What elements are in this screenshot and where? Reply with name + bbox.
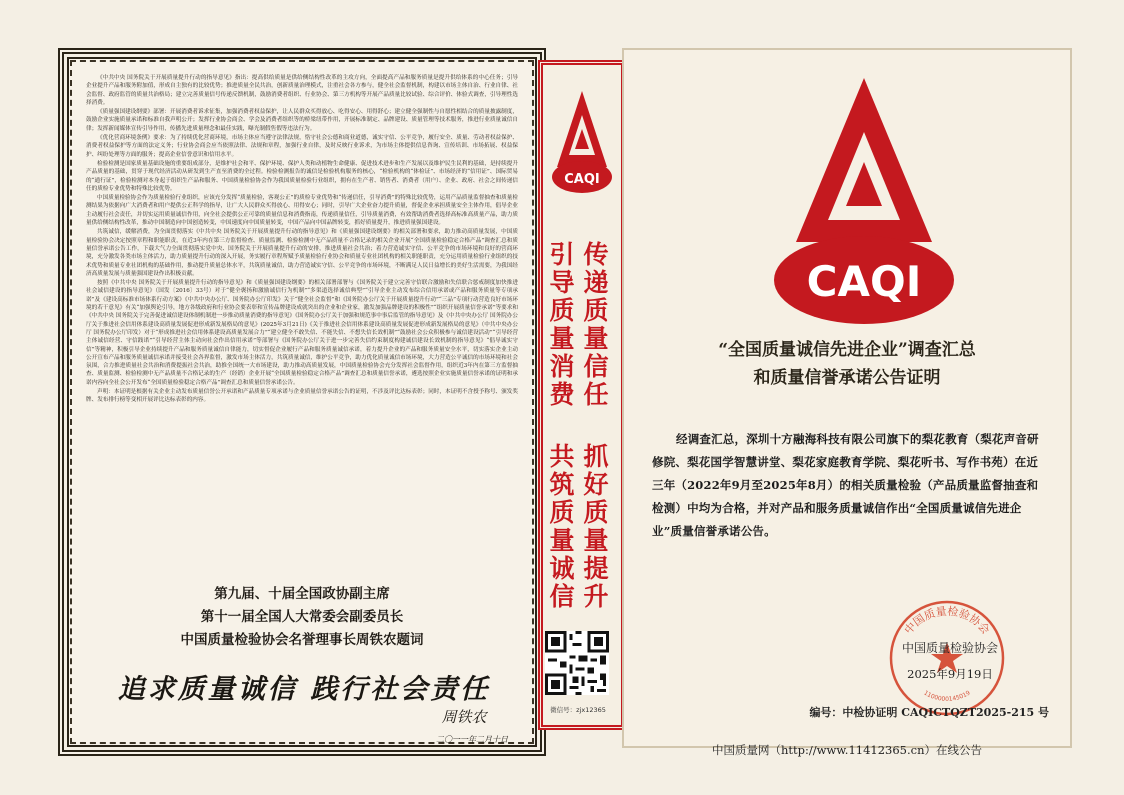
slogan-column: 传递质量信任 <box>583 240 609 409</box>
title-line: 和质量信誉承诺公告证明 <box>753 368 941 388</box>
paragraph: 《质量强国建设纲要》部署：开展消费者诉求征集，加强消费者权益保护，让人民群众买得放心、吃得安心、用得舒心；建立健全强制性与自愿性相结合的质量披露制度，鼓励企业实施质量承诺和标准自我声明公开；发挥行业协会商会、学会及消费者组织等的桥梁纽带作用，开展标准制定、品牌建设、质量管理等技术服务，推进行业质量诚信自律；发挥新闻媒体宣传引导作用，传播先进质量理念和最佳实践，曝光制假售假等违法行为。 <box>86 109 518 132</box>
announcement-website: 中国质量网（http://www.11412365.cn）在线公告 <box>712 743 982 757</box>
calligraphy-text: 追求质量诚信 践行社会责任 <box>117 674 491 705</box>
left-panel <box>58 48 546 756</box>
left-body-text <box>86 74 518 570</box>
caqi-logo <box>764 70 964 330</box>
signature-text: 周铁农 <box>441 708 487 726</box>
svg-text:1100000145019 <box>922 689 971 703</box>
issue-date: 2025年9月19日 <box>907 667 993 681</box>
slogan-column: 引导质量消费 <box>549 240 575 409</box>
center-strip <box>538 60 626 730</box>
headline-3: 中国质量检验协会名誉理事长周铁农题词 <box>180 632 424 648</box>
paragraph: 检验检测是国家质量基础设施的重要组成部分，是维护社会和平、保护环境、保护人类和动植物生命健康、促进技术进步和生产发展以及维护民生民利的基础，是持续提升产品质量的基础，贯穿于现代经济活动从研发到生产直至消费的全过程。检验检测报告的诚信是检验机构服务的核心，“检验机构的“体检证”、市场经济的“信用证”、国际贸易的“通行证”，检验检测对本身起于组织生产品和服务、中国质量检验协会作为我国质量检验行业组织，拥有在生产者、销售者、消费者（用户）、企业、政府、社会之间传递信任的质检专业优势和特殊比较优势。 <box>86 160 518 192</box>
headline-1: 第九届、十届全国政协副主席 <box>214 586 390 602</box>
wechat-id: 微信号：zjx12365 <box>550 706 606 714</box>
emblem-text: CAQI <box>564 172 600 187</box>
paragraph: 声明：本证明是根据有关企业主动发布质量信誉公开承诺和产品质量专项承诺与企业质量信誉承诺公告的证明，不涉及评比达标表彰；同时，本证明不含授予称号、颁发奖牌、发布排行榜等变相开展评比达标表彰的内容。 <box>86 388 518 404</box>
certificate-body: 经调查汇总，深圳十方融海科技有限公司旗下的梨花教育（梨花声音研修院、梨花国学智慧讲堂、梨花家庭教育学院、梨花听书、写作书苑）在近三年（2022年9月至2025年8月）的相关质量检验（产品质量监督抽查和检测）中均为合格，并对产品和服务质量诚信作出“全国质量诚信先进企业”质量信誉承诺公告。 <box>652 432 1039 538</box>
caqi-emblem <box>549 85 615 225</box>
calligraphy-inscription <box>117 662 491 712</box>
certificate-title <box>644 336 1050 392</box>
signature-image <box>424 704 534 748</box>
official-seal <box>882 598 1012 718</box>
seal-number: 1100000145019 <box>922 689 972 703</box>
paragraph: 按照《中共中央 国务院关于开展质量提升行动的指导意见》和《质量强国建设纲要》的相关部署部署与《国务院关于建立完善守信联合激励和失信联合惩戒制度加快推进社会诚信建设的指导意见》（国发〔2016〕33号）对于“健全褒扬和激励诚信行为机制”“多渠道选择诚信典型”“引导企业主动发布综合信用承诺或产品和服务质量等专项承诺”及《建设高标准市场体系行动方案》《中共中央办公厅、国务院办公厅印发》关于“健全社会监督”和《国务院办公厅关于开展质量提升行动”“三品”专项行动营造良好市场环境的若干意见》有关“加强舆论引导，地方各级政府和行业协会要表彰和宣传品牌建设成就突出的企业和企业家，激发加强品牌建设的积极性”“组织开展质量信誉承诺”等要求和《中共中央 国务院关于完善促进诚信建设体制机制进一步推动质量消费的指导意见》《国务院办公厅关于加强和规范事中事后监管的指导意见》及《中共中央办公厅 国务院办公厅关于推进社会信用体系建设高质量发展促进形成新发展格局的意见》(2025年3月21日)《关于推进社会信用体系建设高质量发展促进形成新发展格局的意见》（中共中央办公厅 国务院办公厅印发）对于“形成推进社会信用体系建设高质量发展合力”“建立健全不敢失信、不能失信、不想失信长效机制”“鼓励社会公众积极参与诚信建设活动”“引导经营主体诚信经营、守信践诺”“引导经营主体主动向社会作出信用承诺”等部署与《国务院办公厅关于进一步完善失信约束制度构建诚信建设长效机制的指导意见》“倡导诚实守信”等精神，积极引导企业持续提升产品和服务质量诚信自律能力，切实督促企业履行产品和服务质量诚信承诺，着力提升企业的产品和服务质量安全水平，切实落实企业主动公开宣布产品和服务质量诚信承诺并接受社会各界监督，激发市场主体活力，共筑质量诚信，维护公平竞争，助力优化质量诚信市场环境，大力营造公平诚信的市场环境和社会氛围，合力推进质量社会共治和消费提振社会共治，助推全国统一大市场建设，助力推动高质量发展，中国质量检验协会充分发挥社会监督作用，组织近3年内在第三方监督抽查、质量监测、检验检测中无产品质量不合格记录的生产（经销）企业开展“全国质量检验稳定合格产品”调查汇总和质量信誉承诺，遴选按照企业实施质量信誉承诺的证明和承诺内容向全社会公开发布“全国质量检验稳定合格产品”调查汇总和质量信誉承诺公告。 <box>86 280 518 386</box>
paragraph: 中国质量检验协会作为质量检验行业组织，应该充分发挥“质量检验，客观公正”的质检专业优势和“传递信任，引导消费”的特殊比较优势，运用产品质量监督抽查和质量检测结果为依据向广大消费者和用户提供公正科学的指导，让广大人民群众买得放心、用得安心；同时，引导广大企业奋力提升质量，督促企业承担质量安全主体作用，倡导企业主动履行社会责任，并切实运用质量诚信作用，向全社会提供公正可靠的质量信息和消费指南，传递质量信任，引导质量消费，有效帮助消费者选择高标准高质量产品，助力质量供给侧结构性改革，推动中国制造向中国创造转变，中国速度向中国质量转变，中国产品向中国品牌转变，抓好质量提升，推进质量强国建设。 <box>86 195 518 227</box>
slogan-column: 共筑质量诚信 <box>549 442 575 611</box>
seal-text: 中国质量检验协会 <box>901 604 993 637</box>
signature-date: 二〇一一年二月十日 <box>436 735 508 744</box>
qr-code <box>545 631 609 695</box>
paragraph: 《优化营商环境条例》要求：为了持续优化营商环境，市场主体应当遵守法律法规，恪守社会公德和商业道德，诚实守信、公平竞争，履行安全、质量、劳动者权益保护、消费者权益保护等方面的法定义务；行业协会商会应当依照法律、法规和章程，加强行业自律，及时反映行业诉求，为市场主体提供信息咨询、宣传培训、市场拓展、权益保护、纠纷处理等方面的服务；提高企业信誉意识和信用水平。 <box>86 135 518 158</box>
slogan-column: 抓好质量提升 <box>583 442 609 611</box>
certificate-number: 编号：中检协证明 CAQICTQZT2025-215 号 <box>809 706 1049 719</box>
paragraph: 《中共中央 国务院关于开展质量提升行动的指导意见》指出：提高供给质量是供给侧结构性改革的主攻方向，全面提高产品和服务质量是提升供给体系的中心任务；引导企业提升产品和服务附加值，形成自主独有的比较优势；推进质量全民共治，创新质量治理模式，注重社会各方参与，健全社会监督机制，构建以市场主体自治、行业自律、社会监督、政府监管的质量共治格局；建立完善质量信号传递反馈机制，鼓励消费者组织、行业协会、第三方机构等开展产品质量比较试验、综合评价、体验式调查，引导理性选择消费。 <box>86 75 518 106</box>
title-line: “全国质量诚信先进企业”调查汇总 <box>718 340 976 360</box>
headline-2: 第十一届全国人大常委会副委员长 <box>200 609 404 625</box>
issuing-organization: 中国质量检验协会 <box>901 641 998 655</box>
paragraph: 共筑诚信，缓解消费，为全面贯彻落实《中共中央 国务院关于开展质量提升行动的指导意见》和《质量强国建设纲要》的相关部署和要求，助力推动高质量发展，中国质量检验协会决定按照章程和职能职责，在近3年内在第三方监督检查、质量监测、检验检测中无产品质量不合格记录的相关企业开展“全国质量检验稳定合格产品”调查汇总和质量信誉承诺公告工作，下载大气力全面贯彻落实党中央、国务院关于开展质量提升行动的安排，推进质量社会共治；着力营造诚实守信、公平竞争的市场环境和良好的营商环境，充分激发各类市场主体活力，助力质量提升行动的深入开展，务实履行章程所赋予质量检验行业协会和质量专业社团机构的相关职能职责，充分运用质量检验行业组织的技术优势和质量专业社团机构的基础作用，推动提升质量总体水平，共筑质量诚信，助力营造诚实守信、公平竞争的市场环境，不断满足人民日益增长的美好生活需要，为我国经济高质量发展与质量强国建设作出积极贡献。 <box>86 229 518 277</box>
right-panel <box>622 48 1072 757</box>
logo-text: CAQI <box>806 257 922 306</box>
svg-text:中国质量检验协会 <box>901 604 993 637</box>
